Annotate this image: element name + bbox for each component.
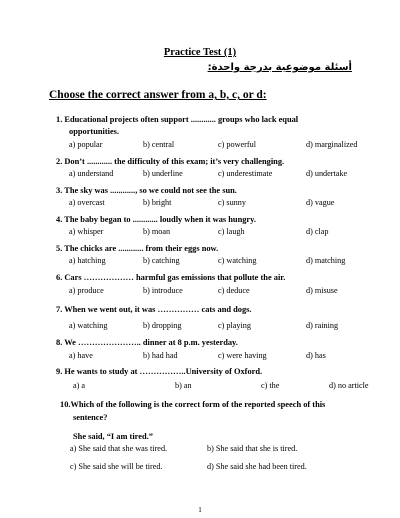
question-text: Don’t ............ the difficulty of this exam; it’s very challenging. — [64, 157, 285, 166]
question-text: We ………………….. dinner at 8 p.m. yesterday. — [64, 338, 238, 347]
option-5c[interactable]: c) watching — [218, 256, 257, 265]
question-3 — [56, 186, 237, 195]
question-10 — [60, 400, 325, 409]
question-number: 7. — [56, 305, 63, 314]
option-2d[interactable]: d) undertake — [306, 169, 348, 178]
option-6c[interactable]: c) deduce — [218, 286, 250, 295]
question-number: 8. — [56, 338, 63, 347]
option-4b[interactable]: b) moan — [143, 227, 171, 236]
option-7a[interactable]: a) watching — [69, 321, 108, 330]
option-1d[interactable]: d) marginalized — [306, 140, 358, 149]
option-1a[interactable]: a) popular — [69, 140, 103, 149]
option-5b[interactable]: b) catching — [143, 256, 180, 265]
option-1c[interactable]: c) powerful — [218, 140, 256, 149]
option-7b[interactable]: b) dropping — [143, 321, 182, 330]
option-8c[interactable]: c) were having — [218, 351, 267, 360]
option-1b[interactable]: b) central — [143, 140, 175, 149]
reported-speech-quote: She said, “I am tired.” — [73, 432, 153, 441]
instruction-heading: Choose the correct answer from a, b, c, or d: — [49, 89, 267, 101]
question-text: The baby began to ............ loudly when it was hungry. — [64, 215, 256, 224]
question-number: 4. — [56, 215, 63, 224]
option-5a[interactable]: a) hatching — [69, 256, 106, 265]
option-10c[interactable]: c) She said she will be tired. — [70, 462, 163, 471]
option-8a[interactable]: a) have — [69, 351, 93, 360]
question-number: 3. — [56, 186, 63, 195]
option-10d[interactable]: d) She said she had been tired. — [207, 462, 307, 471]
question-9 — [56, 367, 262, 376]
option-7d[interactable]: d) raining — [306, 321, 339, 330]
question-4 — [56, 215, 256, 224]
option-9a[interactable]: a) a — [73, 381, 86, 390]
option-3d[interactable]: d) vague — [306, 198, 335, 207]
option-6d[interactable]: d) misuse — [306, 286, 338, 295]
option-3c[interactable]: c) sunny — [218, 198, 246, 207]
question-2 — [56, 157, 284, 166]
question-number: 2. — [56, 157, 63, 166]
option-2a[interactable]: a) understand — [69, 169, 114, 178]
question-10-line2: sentence? — [73, 413, 108, 422]
option-9d[interactable]: d) no article — [329, 381, 369, 390]
option-8d[interactable]: d) has — [306, 351, 326, 360]
arabic-subtitle: أسئلة موضوعية بدرجة واحدة: — [207, 62, 352, 73]
option-10a[interactable]: a) She said that she was tired. — [70, 444, 168, 453]
question-number: 9. — [56, 367, 63, 376]
question-6 — [56, 273, 285, 282]
question-5 — [56, 244, 218, 253]
question-text: When we went out, it was …………… cats and dogs. — [64, 305, 252, 314]
option-5d[interactable]: d) matching — [306, 256, 346, 265]
question-number: 10. — [60, 400, 71, 409]
option-4a[interactable]: a) whisper — [69, 227, 104, 236]
option-9b[interactable]: b) an — [175, 381, 192, 390]
option-2c[interactable]: c) underestimate — [218, 169, 273, 178]
question-text: He wants to study at ……………..University of Oxford. — [64, 367, 263, 376]
question-number: 5. — [56, 244, 63, 253]
question-1-line2: opportunities. — [69, 127, 120, 136]
option-10b[interactable]: b) She said that she is tired. — [207, 444, 298, 453]
question-7 — [56, 305, 252, 314]
question-text: Cars ……………… harmful gas emissions that pollute the air. — [64, 273, 286, 282]
question-text: The sky was ............, so we could not see the sun. — [64, 186, 237, 195]
option-2b[interactable]: b) underline — [143, 169, 183, 178]
option-4d[interactable]: d) clap — [306, 227, 329, 236]
option-6a[interactable]: a) produce — [69, 286, 104, 295]
option-9c[interactable]: c) the — [261, 381, 280, 390]
option-4c[interactable]: c) laugh — [218, 227, 245, 236]
question-number: 1. — [56, 115, 63, 124]
option-8b[interactable]: b) had had — [143, 351, 178, 360]
option-7c[interactable]: c) playing — [218, 321, 251, 330]
page-number: 1 — [198, 505, 202, 514]
question-number: 6. — [56, 273, 63, 282]
option-3a[interactable]: a) overcast — [69, 198, 105, 207]
question-8 — [56, 338, 238, 347]
question-text: Educational projects often support ............ groups who lack equal — [64, 115, 299, 124]
question-1 — [56, 115, 298, 124]
question-text: The chicks are ............ from their eggs now. — [64, 244, 219, 253]
option-3b[interactable]: b) bright — [143, 198, 172, 207]
option-6b[interactable]: b) introduce — [143, 286, 183, 295]
question-text: Which of the following is the correct form of the reported speech of this — [70, 400, 326, 409]
page-title: Practice Test (1) — [163, 47, 237, 58]
